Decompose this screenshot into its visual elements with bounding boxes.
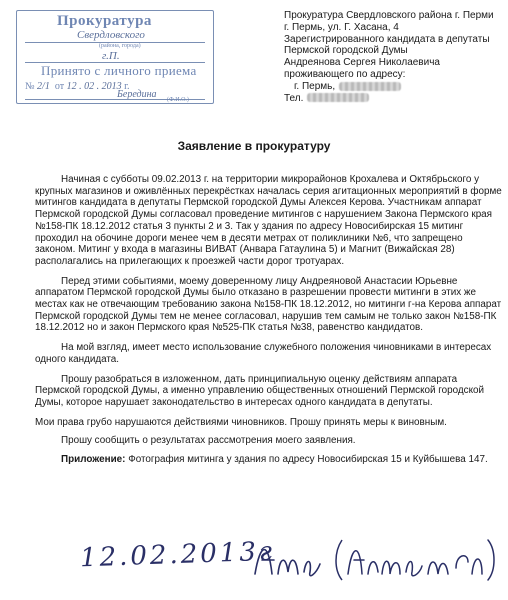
addressee-line: г. Пермь, ул. Г. Хасана, 4 <box>284 21 399 33</box>
paragraph: Прошу сообщить о результатах рассмотрения моего заявления. <box>61 435 356 447</box>
stamp-handwritten-city: г.П. <box>102 50 120 62</box>
addressee-line: Пермской городской Думы <box>284 45 408 57</box>
addressee-block <box>284 10 504 104</box>
addressee-line: проживающего по адресу: <box>284 68 406 80</box>
paragraph: На мой взгляд, имеет место использование служебного положения чиновниками в интересах одного кандидата. <box>35 342 492 365</box>
stamp-caption-district: (района, города) <box>99 43 141 49</box>
attachment-label: Приложение: <box>61 454 126 466</box>
stamp-year-suffix: г. <box>124 81 130 92</box>
addressee-phone-row <box>284 93 504 105</box>
reception-stamp <box>16 10 214 104</box>
paragraph: Перед этими событиями, моему доверенному лицу Андреяновой Анастасии Юрьевне аппаратом Пермской городской Думы было отказано в разрешении провести митинги в этих же местах как не отвечающим требованию закона №158-ПК 18.12.2012, но митинги г-на Керова аппарат Пермской городской Думы тем не менее согласовал, нарушив тем самым не только закон №158-ПК 18.12.2012 но и закон Пермского края №525-ПК статья №38, равенство кандидатов. <box>35 275 502 334</box>
stamp-handwritten-name: Бередина <box>117 89 157 100</box>
handwritten-signature <box>250 534 500 584</box>
addressee-line: Андреянова Сергея Николаевича <box>284 57 440 69</box>
stamp-number-row <box>25 81 130 92</box>
stamp-num-value: 2/1 <box>37 81 50 92</box>
document-body <box>35 174 505 474</box>
redacted-address <box>339 82 401 91</box>
handwritten-date: 12.02.2013г <box>79 536 276 574</box>
addressee-line: Тел. <box>284 92 304 104</box>
stamp-date-value: 12 . 02 . 2013 <box>66 81 122 92</box>
addressee-address-row <box>284 81 504 93</box>
addressee-line: г. Пермь, <box>294 80 336 92</box>
stamp-caption-fio: (Ф.И.О.) <box>167 97 189 103</box>
addressee-line: Зарегистрированного кандидата в депутаты <box>284 33 490 45</box>
signature-block <box>0 530 508 590</box>
redacted-phone <box>307 93 369 102</box>
paragraph: Начиная с субботы 09.02.2013 г. на территории микрорайонов Крохалева и Октябрьского у крупных магазинов и оживлённых перекрёстках началась серия агитационных мероприятий в форме митингов кандидата в депутаты Пермской городской Думы Алексея Керова. Участникам аппарат Пермской городской Думы согласовал проведение митингов с нарушением Закона Пермского края №158-ПК 18.12.2012 статья 3 пункты 2 и 3. Так у здания по адресу Новосибирская 15 митинг проходил на обочине дороги менее чем в десяти метрах от поликлиники №6, что запрещено законом. Митинг у входа в магазины ВИВАТ (Анвара Гатаулина 5) и Магнит (Вижайская 28) располагались на прилегающих к проезжей части дорог тротуарах. <box>35 174 502 267</box>
document-title: Заявление в прокуратуру <box>177 139 331 153</box>
stamp-received-text: Принято с личного приема <box>41 63 197 78</box>
stamp-title: Прокуратура <box>57 13 152 29</box>
paragraph: Мои права грубо нарушаются действиями чиновников. Прошу принять меры к виновным. <box>35 416 447 428</box>
paragraph: Прошу разобраться в изложенном, дать принципиальную оценку действиям аппарата Пермской городской Думы, а именно управлению общественных отношений Пермской городской Думы, которое нарушает законодательство в интересах одного кандидата в депутаты. <box>35 373 485 408</box>
attachment <box>35 454 505 466</box>
stamp-from-label: от <box>54 81 65 92</box>
attachment-text: Фотография митинга у здания по адресу Новосибирская 15 и Куйбышева 147. <box>128 454 488 466</box>
stamp-num-label: № <box>25 81 35 92</box>
stamp-handwritten-district: Свердловского <box>77 29 145 41</box>
addressee-line: Прокуратура Свердловского района г. Перми <box>284 10 494 21</box>
